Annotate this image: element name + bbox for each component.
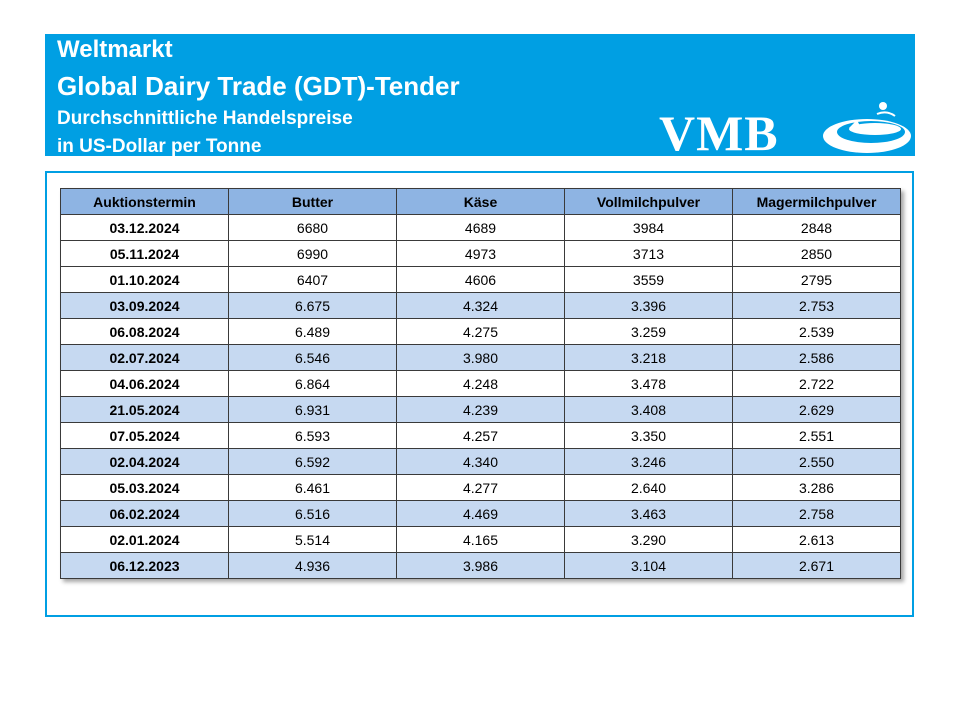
cell-butter: 6.546	[229, 345, 397, 371]
cell-kaese: 3.980	[397, 345, 565, 371]
cell-kaese: 4.340	[397, 449, 565, 475]
cell-magermilch: 2.753	[733, 293, 901, 319]
cell-vollmilch: 3.396	[565, 293, 733, 319]
cell-vollmilch: 3.463	[565, 501, 733, 527]
cell-magermilch: 2795	[733, 267, 901, 293]
cell-butter: 6.489	[229, 319, 397, 345]
table-row	[61, 267, 901, 293]
cell-butter: 4.936	[229, 553, 397, 579]
cell-magermilch: 2.550	[733, 449, 901, 475]
table-row	[61, 371, 901, 397]
vmb-logo-text: VMB	[659, 105, 779, 161]
cell-kaese: 4.165	[397, 527, 565, 553]
cell-vollmilch: 3.259	[565, 319, 733, 345]
col-header-auktionstermin: Auktionstermin	[61, 189, 229, 215]
header-unit: in US-Dollar per Tonne	[57, 136, 262, 157]
cell-vollmilch: 2.640	[565, 475, 733, 501]
table-row	[61, 553, 901, 579]
cell-vollmilch: 3.218	[565, 345, 733, 371]
cell-date: 04.06.2024	[61, 371, 229, 397]
cell-date: 06.12.2023	[61, 553, 229, 579]
cell-magermilch: 2.613	[733, 527, 901, 553]
cell-butter: 5.514	[229, 527, 397, 553]
cell-date: 06.02.2024	[61, 501, 229, 527]
cell-kaese: 4689	[397, 215, 565, 241]
col-header-vollmilchpulver: Vollmilchpulver	[565, 189, 733, 215]
cell-magermilch: 2.586	[733, 345, 901, 371]
cell-date: 05.03.2024	[61, 475, 229, 501]
cell-butter: 6680	[229, 215, 397, 241]
cell-butter: 6.675	[229, 293, 397, 319]
cell-date: 05.11.2024	[61, 241, 229, 267]
cell-date: 02.04.2024	[61, 449, 229, 475]
cell-butter: 6.461	[229, 475, 397, 501]
header-subtitle: Global Dairy Trade (GDT)-Tender	[57, 71, 460, 101]
table-row	[61, 449, 901, 475]
cell-kaese: 4.275	[397, 319, 565, 345]
cell-kaese: 3.986	[397, 553, 565, 579]
cell-butter: 6.864	[229, 371, 397, 397]
table-row	[61, 345, 901, 371]
cell-butter: 6.593	[229, 423, 397, 449]
cell-kaese: 4.248	[397, 371, 565, 397]
cell-date: 03.12.2024	[61, 215, 229, 241]
header-description: Durchschnittliche Handelspreise	[57, 108, 353, 129]
table-row	[61, 527, 901, 553]
table-row	[61, 319, 901, 345]
cell-vollmilch: 3984	[565, 215, 733, 241]
table-row	[61, 475, 901, 501]
cell-kaese: 4.239	[397, 397, 565, 423]
cell-magermilch: 2848	[733, 215, 901, 241]
cell-magermilch: 2.722	[733, 371, 901, 397]
table-row	[61, 293, 901, 319]
cell-date: 06.08.2024	[61, 319, 229, 345]
table-row	[61, 423, 901, 449]
cell-vollmilch: 3.350	[565, 423, 733, 449]
cell-magermilch: 2.539	[733, 319, 901, 345]
cell-date: 03.09.2024	[61, 293, 229, 319]
cell-butter: 6990	[229, 241, 397, 267]
cell-vollmilch: 3559	[565, 267, 733, 293]
cell-vollmilch: 3.246	[565, 449, 733, 475]
table-header-row	[61, 189, 901, 215]
cell-kaese: 4973	[397, 241, 565, 267]
col-header-magermilchpulver: Magermilchpulver	[733, 189, 901, 215]
cell-date: 01.10.2024	[61, 267, 229, 293]
col-header-kaese: Käse	[397, 189, 565, 215]
cell-vollmilch: 3.104	[565, 553, 733, 579]
table-row	[61, 215, 901, 241]
cell-butter: 6.592	[229, 449, 397, 475]
cell-date: 07.05.2024	[61, 423, 229, 449]
vmb-logo-icon	[817, 98, 913, 156]
cell-magermilch: 3.286	[733, 475, 901, 501]
cell-kaese: 4.257	[397, 423, 565, 449]
cell-vollmilch: 3713	[565, 241, 733, 267]
cell-date: 21.05.2024	[61, 397, 229, 423]
cell-magermilch: 2.758	[733, 501, 901, 527]
table-row	[61, 397, 901, 423]
header-banner	[45, 34, 915, 161]
cell-butter: 6.516	[229, 501, 397, 527]
cell-date: 02.07.2024	[61, 345, 229, 371]
cell-kaese: 4.277	[397, 475, 565, 501]
gdt-price-table	[60, 188, 901, 579]
cell-butter: 6407	[229, 267, 397, 293]
cell-magermilch: 2850	[733, 241, 901, 267]
cell-kaese: 4.469	[397, 501, 565, 527]
cell-vollmilch: 3.290	[565, 527, 733, 553]
table-row	[61, 501, 901, 527]
cell-vollmilch: 3.478	[565, 371, 733, 397]
cell-butter: 6.931	[229, 397, 397, 423]
col-header-butter: Butter	[229, 189, 397, 215]
cell-vollmilch: 3.408	[565, 397, 733, 423]
cell-magermilch: 2.629	[733, 397, 901, 423]
cell-magermilch: 2.551	[733, 423, 901, 449]
cell-magermilch: 2.671	[733, 553, 901, 579]
cell-date: 02.01.2024	[61, 527, 229, 553]
header-title: Weltmarkt	[57, 36, 173, 63]
cell-kaese: 4606	[397, 267, 565, 293]
cell-kaese: 4.324	[397, 293, 565, 319]
table-row	[61, 241, 901, 267]
